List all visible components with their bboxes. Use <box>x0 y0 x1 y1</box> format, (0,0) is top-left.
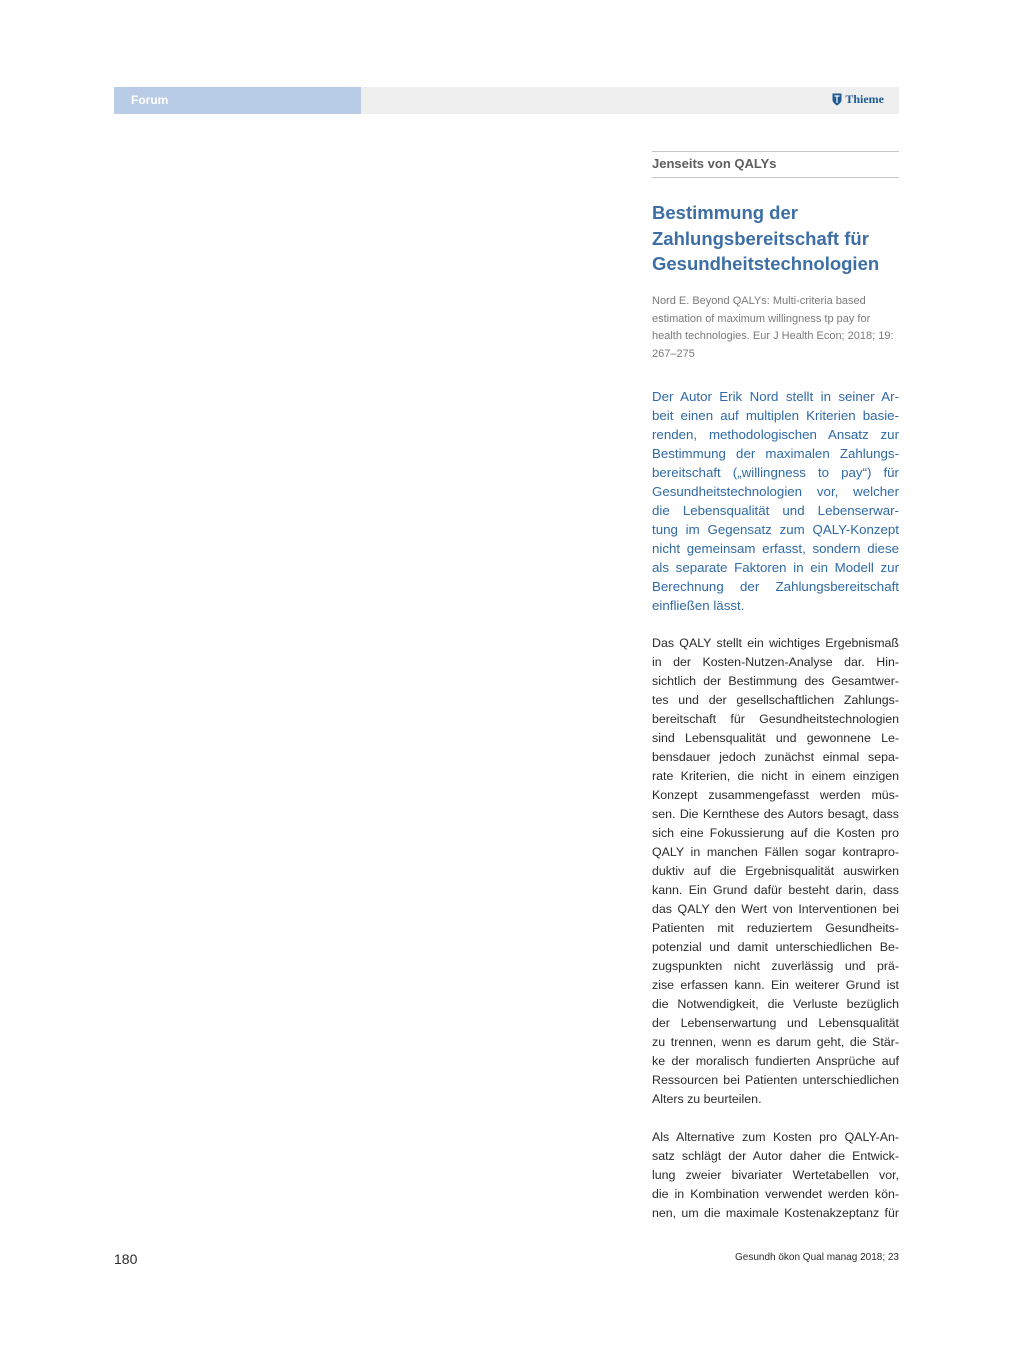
article-title <box>652 200 899 277</box>
publisher-name: Thieme <box>845 92 884 106</box>
body-line: ke der moralisch fundierten Ansprüche auf <box>652 1054 899 1068</box>
abstract-line: Der Autor Erik Nord stellt in seiner Ar- <box>652 389 899 404</box>
journal-reference: Gesundh ökon Qual manag 2018; 23 <box>734 1252 899 1263</box>
body-line: sichtlich der Bestimmung des Gesamtwer- <box>652 674 899 688</box>
thieme-shield-icon <box>832 93 842 106</box>
body-line: rate Kriterien, die nicht in einem einzigen <box>652 769 899 783</box>
body-line: lung zweier bivariater Wertetabellen vor, <box>652 1168 899 1182</box>
citation-line: health technologies. Eur J Health Econ; 2018; 19: <box>652 330 894 342</box>
page-number: 180 <box>114 1251 138 1267</box>
body-line: Alters zu beurteilen. <box>652 1092 762 1106</box>
article-rubric <box>652 151 899 178</box>
citation-line: Nord E. Beyond QALYs: Multi-criteria based <box>652 295 866 307</box>
abstract-line: renden, methodologischen Ansatz zur <box>652 427 899 442</box>
abstract-line: Gesundheitstechnologien vor, welcher <box>652 484 899 499</box>
body-line: Konzept zusammengefasst werden müs- <box>652 788 899 802</box>
citation-line: 267–275 <box>652 347 695 360</box>
running-header <box>114 87 899 114</box>
body-line: die Notwendigkeit, die Verluste bezüglich <box>652 997 899 1011</box>
body-line: bensdauer jedoch zunächst einmal sepa- <box>652 750 899 764</box>
body-line: Ressourcen bei Patienten unterschiedlichen <box>652 1073 899 1087</box>
body-line: das QALY den Wert von Interventionen bei <box>652 902 899 916</box>
title-line: Bestimmung der <box>652 202 798 223</box>
body-line: in der Kosten-Nutzen-Analyse dar. Hin- <box>652 655 899 669</box>
abstract-line: als separate Faktoren in ein Modell zur <box>652 560 899 575</box>
body-line: satz schlägt der Autor daher die Entwick- <box>652 1149 899 1163</box>
body-line: potenzial und damit unterschiedlichen Be- <box>652 940 899 954</box>
body-line: Als Alternative zum Kosten pro QALY-An- <box>652 1130 899 1144</box>
body-line: bereitschaft für Gesundheitstechnologien <box>652 712 899 726</box>
abstract-line: nicht gemeinsam erfasst, sondern diese <box>652 541 899 556</box>
body-line: der Lebenserwartung und Lebensqualität <box>652 1016 899 1030</box>
source-citation <box>652 293 899 363</box>
section-tab <box>114 87 361 114</box>
body-line: sen. Die Kernthese des Autors besagt, dass <box>652 807 899 821</box>
body-line: tes und der gesellschaftlichen Zahlungs- <box>652 693 899 707</box>
body-line: nen, um die maximale Kostenakzeptanz für <box>652 1206 899 1220</box>
body-line: sind Lebensqualität und gewonnene Le- <box>652 731 899 745</box>
body-line: sich eine Fokussierung auf die Kosten pro <box>652 826 899 840</box>
publisher-logo <box>832 92 884 107</box>
abstract <box>652 387 899 615</box>
title-line: Zahlungsbereitschaft für <box>652 227 869 249</box>
abstract-line: beit einen auf multiplen Kriterien basie- <box>652 408 899 423</box>
abstract-line: Bestimmung der maximalen Zahlungs- <box>652 446 899 461</box>
abstract-line: die Lebensqualität und Lebenserwar- <box>652 503 899 518</box>
title-line: Gesundheitstechnologien <box>652 253 880 274</box>
body-line: QALY in manchen Fällen sogar kontrapro- <box>652 845 899 859</box>
body-line: duktiv auf die Ergebnisqualität auswirken <box>652 864 899 878</box>
abstract-line: tung im Gegensatz zum QALY-Konzept <box>652 522 899 537</box>
body-paragraph-1 <box>652 634 899 1109</box>
abstract-line: einfließen lässt. <box>652 598 745 613</box>
rubric-label: Jenseits von QALYs <box>652 156 777 171</box>
body-paragraph-2 <box>652 1128 899 1223</box>
body-line: Patienten mit reduziertem Gesundheits- <box>652 921 899 935</box>
abstract-line: Berechnung der Zahlungsbereitschaft <box>652 579 899 594</box>
abstract-line: bereitschaft („willingness to pay“) für <box>652 465 899 480</box>
body-line: Das QALY stellt ein wichtiges Ergebnismaß <box>652 636 899 650</box>
section-label: Forum <box>131 93 169 107</box>
body-line: zise erfassen kann. Ein weiterer Grund ist <box>652 978 899 992</box>
citation-line: estimation of maximum willingness tp pay for <box>652 312 871 325</box>
body-line: zu trennen, wenn es darum geht, die Stär- <box>652 1035 899 1049</box>
body-line: zugspunkten nicht zuverlässig und prä- <box>652 959 899 973</box>
body-line: die in Kombination verwendet werden kön- <box>652 1187 899 1201</box>
body-line: kann. Ein Grund dafür besteht darin, dass <box>652 883 899 897</box>
